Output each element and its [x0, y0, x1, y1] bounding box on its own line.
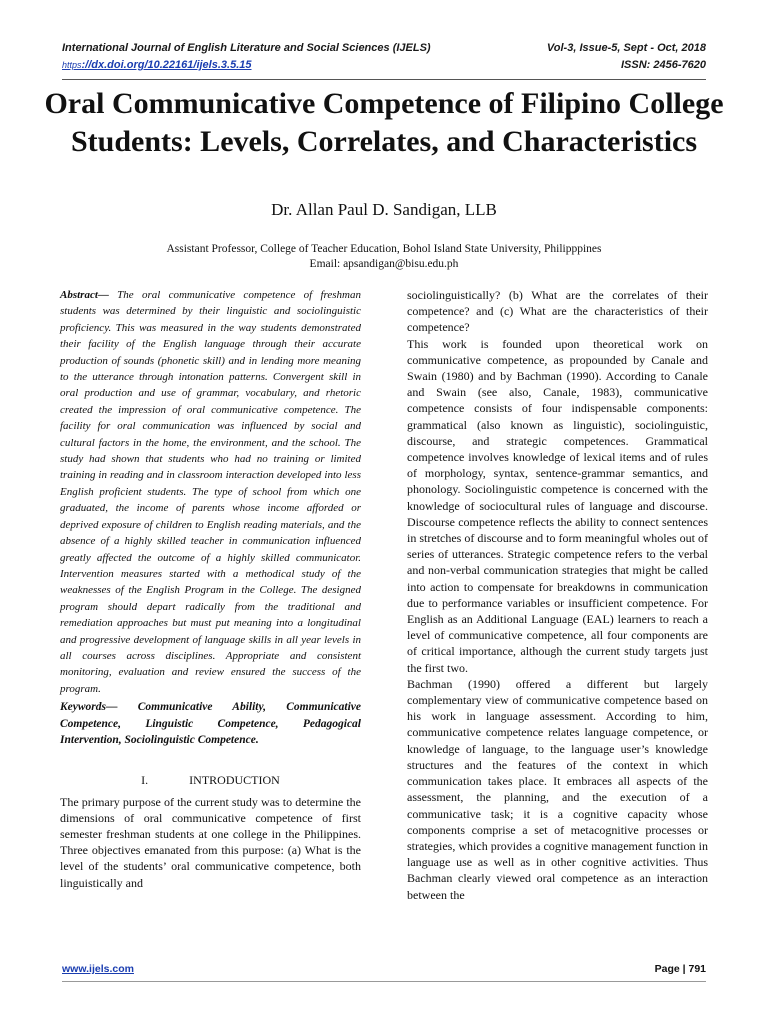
author-name: Dr. Allan Paul D. Sandigan, LLB — [271, 200, 497, 219]
doi-prefix: https — [62, 60, 82, 70]
section-number: I. — [141, 772, 149, 787]
paragraph-objectives-cont: sociolinguistically? (b) What are the correlates of their competence? and (c) What are the characteristics of their competence? — [407, 288, 708, 335]
section-heading — [60, 773, 361, 788]
keywords: Keywords— Communicative Ability, Communicative Competence, Linguistic Competence, Pedagogical Intervention, Sociolinguistic Competence. — [60, 701, 361, 747]
journal-name: International Journal of English Literature and Social Sciences (IJELS) — [62, 42, 431, 54]
left-column — [60, 287, 361, 891]
paragraph-bachman: Bachman (1990) offered a different but largely complementary view of communicative competence based on his work in language assessment. According to him, communicative competence relates language competence, or knowledge of language, to the language user’s knowledge structures and the features of the context in which communication takes place. It embraces all aspects of the assessment, the planning, and the execution of a communicative task; it is a cognitive capacity whose components comprise a set of metacognitive processes or strategies, which provides a cognitive management function in language use as well as in other cognitive activities. Thus Bachman clearly viewed oral competence as an interaction between the — [407, 676, 708, 902]
affiliation: Assistant Professor, College of Teacher Education, Bohol Island State University, Philipppines — [166, 243, 602, 255]
author-email: Email: apsandigan@bisu.edu.ph — [309, 258, 459, 270]
page-footer — [62, 963, 706, 975]
page-number: Page | 791 — [654, 963, 706, 975]
running-header — [62, 42, 706, 76]
abstract — [60, 287, 361, 697]
issn: ISSN: 2456-7620 — [621, 59, 706, 71]
site-link[interactable]: www.ijels.com — [62, 963, 134, 975]
abstract-label: Abstract— — [60, 289, 109, 301]
doi-link[interactable] — [62, 59, 252, 71]
paper-title: Oral Communicative Competence of Filipino College Students: Levels, Correlates, and Characteristics — [44, 87, 724, 158]
author-affiliation-block — [40, 242, 728, 272]
intro-paragraph: The primary purpose of the current study was to determine the dimensions of oral communicative competence of first semester freshman students at one college in the Philippines. Three objectives emanated from this purpose: (a) What is the level of the students’ oral communicative competence, both linguistically and — [60, 794, 361, 890]
footer-rule — [62, 981, 706, 982]
doi-text: ://dx.doi.org/10.22161/ijels.3.5.15 — [81, 59, 252, 71]
volume-issue: Vol-3, Issue-5, Sept - Oct, 2018 — [546, 42, 706, 54]
header-rule — [62, 79, 706, 80]
right-column — [407, 287, 708, 903]
abstract-text: The oral communicative competence of freshman students was determined by their linguistic and sociolinguistic proficiency. This was measured in the way students demonstrated their facility of the English language through their accurate production of sounds (phonetic skill) and in lending more meaning to the utterance through intonation patterns. Convergent skill in oral production and use of grammar, vocabulary, and rhetoric created the impression of oral communicative competence. The facility for oral communication was influenced by social and cultural factors in the home, the environment, and the school. The study had shown that students who had no training or limited training in reading and in classroom interaction developed into less English proficient students. The type of school from which one graduated, the income of parents whose income afforded or deprived exposure of children to English reading materials, and the absence of a highly skilled teacher in communication influenced greatly affected the outcome of a highly skilled communicator. Intervention measures started with a methodical study of the weaknesses of the English Program in the College. The designed program should depart radically from the traditional and remediation approaches but must put meaning into a longitudinal and progressive development of language skills in all year levels in all courses across disciplines. Appropriate and consistent monitoring, evaluation and review ensured the success of the program. — [60, 289, 361, 695]
paragraph-theory: This work is founded upon theoretical work on communicative competence, as propounded by Canale and Swain (1980) and by Bachman (1990). According to Canale and Swain (see also, Canale, 1983), communicative competence consists of four indispensable components: grammatical (also known as linguistic), sociolinguistic, discourse, and strategic competences. Grammatical competence involves knowledge of lexical items and of rules of morphology, syntax, sentence-grammar semantics, and phonology. Sociolinguistic competence is concerned with the knowledge of sociocultural rules of language and discourse. Discourse competence reflects the ability to connect sentences in stretches of discourse and to form meaningful wholes out of series of utterances. Strategic competence refers to the verbal and non-verbal communication strategies that might be called into action to compensate for breakdowns in communication due to performance variables or insufficient competence. For English as an Additional Language (EAL) learners to reach a level of communicative competence, all four components are of critical importance, although the current study targets just the first two. — [407, 336, 708, 675]
section-title: INTRODUCTION — [189, 772, 280, 787]
